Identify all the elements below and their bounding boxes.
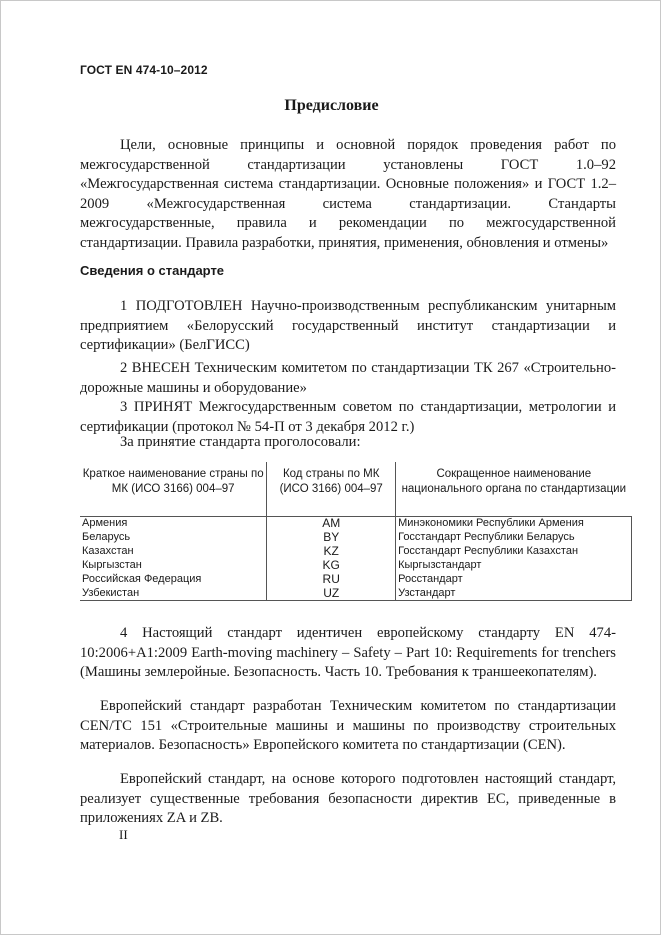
document-code: ГОСТ EN 474-10–2012 [80, 63, 208, 77]
code-cell: KG [267, 559, 396, 573]
item-introduced: 2 ВНЕСЕН Техническим комитетом по стандартизации ТК 267 «Строительно-дорожные машины и оборудование» [80, 360, 616, 396]
body-cell: Кыргызстандарт [396, 559, 632, 573]
vote-table [80, 462, 632, 601]
country-cell: Казахстан [80, 545, 267, 559]
table-row [80, 573, 632, 587]
code-cell: KZ [267, 545, 396, 559]
item-identical: 4 Настоящий стандарт идентичен европейскому стандарту EN 474-10:2006+A1:2009 Earth-moving machinery – Safety – Part 10: Requirements for trenchers (Машины землеройные. Безопасность. Часть 10. Требования к траншеекопателям). [80, 625, 616, 680]
code-cell: BY [267, 531, 396, 545]
country-cell: Российская Федерация [80, 573, 267, 587]
table-row [80, 531, 632, 545]
body-cell: Узстандарт [396, 587, 632, 601]
country-cell: Беларусь [80, 531, 267, 545]
table-row [80, 587, 632, 601]
body-cell: Госстандарт Республики Казахстан [396, 545, 632, 559]
col-body-header: Сокращенное наименование национального органа по стандартизации [396, 462, 632, 517]
vote-intro: За принятие стандарта проголосовали: [120, 434, 361, 450]
item-developed: Европейский стандарт разработан Техническим комитетом по стандартизации CEN/TC 151 «Строительные машины и машины по производству строительных материалов. Безопасность» Европейского комитета по стандартизации (CEN). [80, 698, 616, 753]
table-row [80, 545, 632, 559]
table-row [80, 559, 632, 573]
body-cell: Госстандарт Республики Беларусь [396, 531, 632, 545]
item-adopted: 3 ПРИНЯТ Межгосударственным советом по стандартизации, метрологии и сертификации (протокол № 54-П от 3 декабря 2012 г.) [80, 399, 616, 435]
col-country-header: Краткое наименование страны по МК (ИСО 3166) 004–97 [80, 462, 267, 517]
code-cell: AM [267, 517, 396, 531]
table-header-row [80, 462, 632, 517]
country-cell: Армения [80, 517, 267, 531]
country-cell: Узбекистан [80, 587, 267, 601]
page-number: II [119, 827, 128, 842]
page-title: Предисловие [284, 97, 379, 114]
section-title: Сведения о стандарте [80, 263, 225, 278]
intro-paragraph: Цели, основные принципы и основной порядок проведения работ по межгосударственной стандартизации установлены ГОСТ 1.0–92 «Межгосударственная система стандартизации. Основные положения» и ГОСТ 1.2–2009 «Межгосударственная система стандартизации. Стандарты межгосударственные, правила и рекомендации по межгосударственной стандартизации. Правила разработки, принятия, применения, обновления и отмены» [80, 137, 616, 251]
country-cell: Кыргызстан [80, 559, 267, 573]
code-cell: UZ [267, 587, 396, 601]
body-cell: Минэкономики Республики Армения [396, 517, 632, 531]
item-directives: Европейский стандарт, на основе которого подготовлен настоящий стандарт, реализует существенные требования безопасности директив ЕС, приведенные в приложениях ZA и ZB. [80, 771, 616, 826]
code-cell: RU [267, 573, 396, 587]
item-prepared: 1 ПОДГОТОВЛЕН Научно-производственным республиканским унитарным предприятием «Белорусский государственный институт стандартизации и сертификации» (БелГИСС) [80, 298, 616, 353]
body-cell: Росстандарт [396, 573, 632, 587]
table-row [80, 517, 632, 531]
col-code-header: Код страны по МК (ИСО 3166) 004–97 [267, 462, 396, 517]
